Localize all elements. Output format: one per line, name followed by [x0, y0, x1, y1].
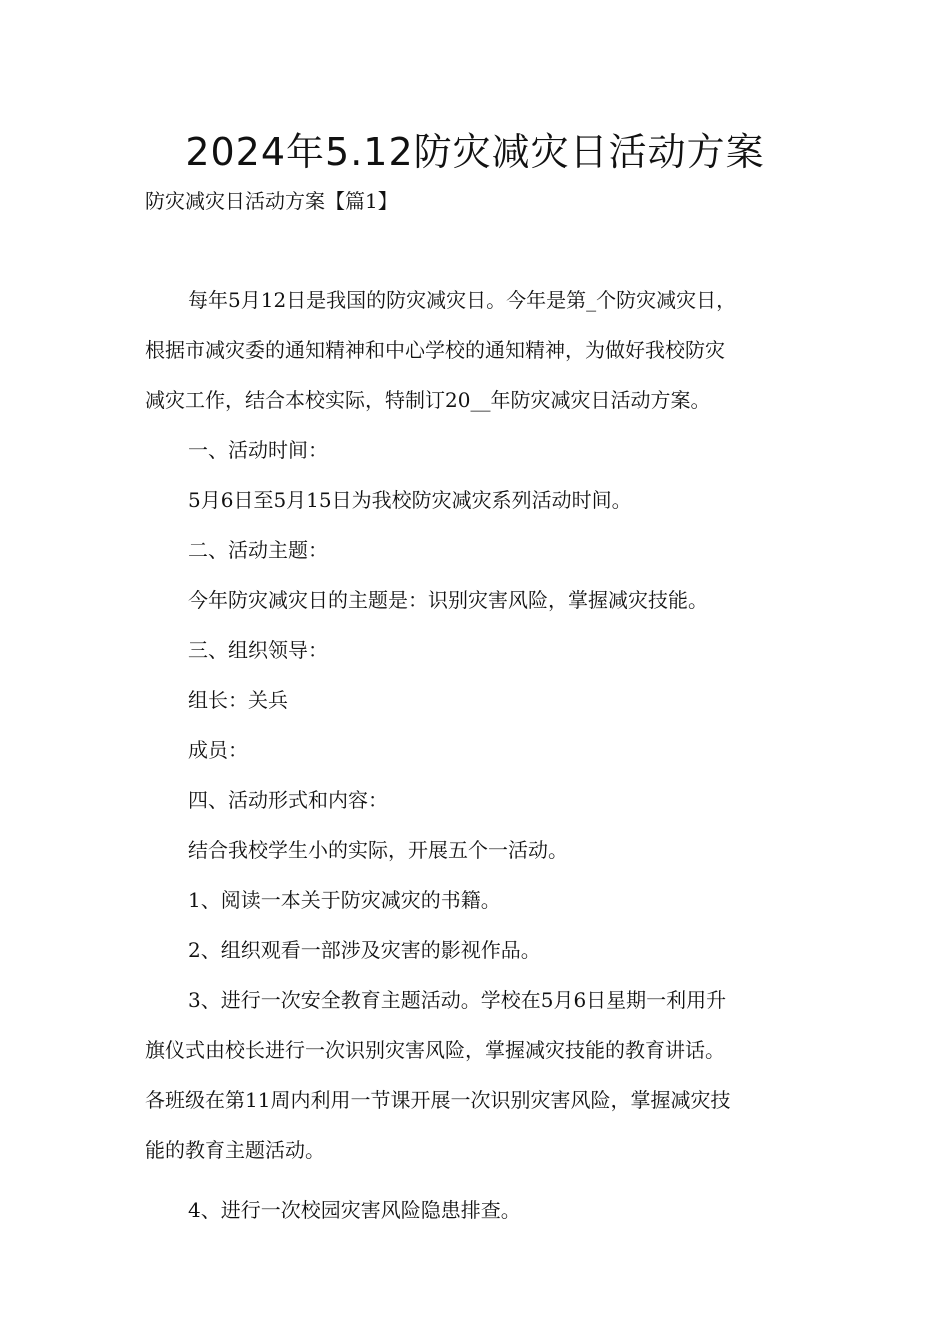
section-2-heading: 二、活动主题： — [188, 538, 328, 562]
document-title: 2024年5.12防灾减灾日活动方案 — [185, 130, 765, 174]
section-2-body: 今年防灾减灾日的主题是：识别灾害风险，掌握减灾技能。 — [188, 588, 708, 612]
section-3-leader: 组长：关兵 — [188, 688, 288, 712]
list-item-3-line-1: 3、进行一次安全教育主题活动。学校在5月6日星期一利用升 — [188, 988, 727, 1012]
intro-line-2-wrap — [145, 325, 815, 375]
list-item-1: 1、阅读一本关于防灾减灾的书籍。 — [188, 888, 501, 912]
section-1-body: 5月6日至5月15日为我校防灾减灾系列活动时间。 — [188, 488, 632, 512]
section-3-heading: 三、组织领导： — [188, 638, 328, 662]
intro-paragraph — [145, 275, 815, 325]
document-subtitle: 防灾减灾日活动方案【篇1】 — [145, 189, 398, 213]
section-4-heading: 四、活动形式和内容： — [188, 788, 388, 812]
section-3-members: 成员： — [188, 738, 248, 762]
list-item-2: 2、组织观看一部涉及灾害的影视作品。 — [188, 938, 541, 962]
section-1-heading: 一、活动时间： — [188, 438, 328, 462]
intro-line-2: 根据市减灾委的通知精神和中心学校的通知精神，为做好我校防灾 — [145, 338, 725, 362]
list-item-3-line-2: 旗仪式由校长进行一次识别灾害风险，掌握减灾技能的教育讲话。 — [145, 1038, 725, 1062]
list-item-3-line-4: 能的教育主题活动。 — [145, 1138, 325, 1162]
intro-line-3: 减灾工作，结合本校实际，特制订20__年防灾减灾日活动方案。 — [145, 388, 711, 412]
list-item-4: 4、进行一次校园灾害风险隐患排查。 — [188, 1198, 521, 1222]
intro-line-3-wrap — [145, 375, 815, 425]
section-4-body: 结合我校学生小的实际，开展五个一活动。 — [188, 838, 568, 862]
intro-line-1: 每年5月12日是我国的防灾减灾日。今年是第_个防灾减灾日， — [188, 288, 737, 312]
list-item-3-line-3: 各班级在第11周内利用一节课开展一次识别灾害风险，掌握减灾技 — [145, 1088, 731, 1112]
